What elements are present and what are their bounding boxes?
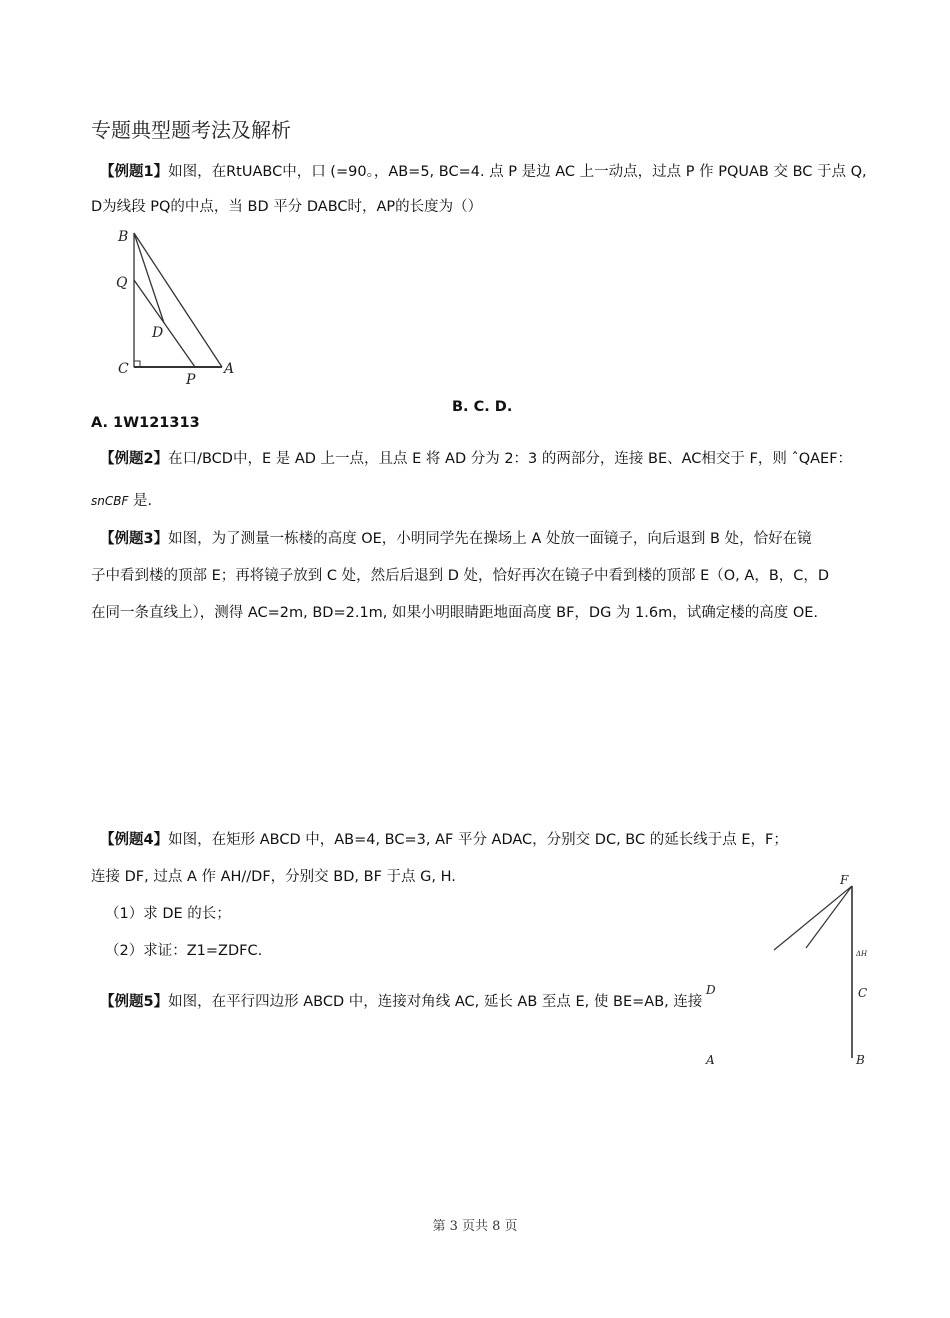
example-3-line-3: 在同一条直线上），测得 AC=2m, BD=2.1m, 如果小明眼睛距地面高度 BF，DG 为 1.6m，试确定楼的高度 OE. [91, 605, 819, 621]
page-footer: 第 3 页共 8 页 [432, 1219, 518, 1234]
label-d: D [706, 983, 716, 997]
example-2-text-2: 是. [132, 493, 153, 509]
label-a: A [706, 1053, 715, 1067]
segment-bd [134, 233, 164, 323]
label-p: P [186, 372, 196, 388]
example-4-label: 【例题4】 [100, 832, 169, 848]
example-1-options-bcd: B. C. D. [452, 399, 513, 415]
example-1-label: 【例题1】 [100, 164, 169, 180]
example-4-question-2: （2）求证：Z1=ZDFC. [105, 943, 263, 959]
page-title: 专题典型题考法及解析 [91, 118, 291, 142]
example-2-area-symbol: snCBF [91, 494, 129, 508]
example-5-line-1 [100, 992, 702, 1012]
label-d: D [152, 325, 164, 341]
example-4-text-1: 如图，在矩形 ABCD 中，AB=4, BC=3, AF 平分 ADAC，分别交 DC, BC 的延长线于点 E，F； [168, 832, 788, 848]
example-1-line-1 [100, 162, 867, 182]
label-c: C [118, 361, 129, 377]
example-1-line-2: D为线段 PQ的中点，当 BD 平分 DABC时，AP的长度为（） [91, 199, 483, 215]
label-a: A [224, 361, 235, 377]
example-3-line-1 [100, 529, 812, 549]
label-b: B [118, 229, 129, 245]
example-1-text-1: 如图，在RtUABC中，口 (=90。，AB=5, BC=4. 点 P 是边 AC 上一动点，过点 P 作 PQUAB 交 BC 于点 Q, [168, 164, 867, 180]
example-4-question-1: （1）求 DE 的长； [105, 906, 231, 922]
label-q: Q [116, 275, 128, 291]
example-5-text-1: 如图，在平行四边形 ABCD 中，连接对角线 AC, 延长 AB 至点 E, 使 BE=AB, 连接 [168, 994, 703, 1010]
label-f: F [840, 873, 849, 887]
example-3-line-2: 子中看到楼的顶部 E；再将镜子放到 C 处，然后后退到 D 处，恰好再次在镜子中看到楼的顶部 E（O, A，B，C，D [91, 568, 830, 584]
triangle-figure-1 [110, 225, 250, 390]
segment-ab [134, 233, 222, 367]
example-2-line-2 [91, 491, 152, 511]
label-h: ΔH [856, 950, 868, 958]
segment-f-left-2 [806, 886, 852, 948]
example-2-line-1 [100, 449, 852, 469]
example-3-label: 【例题3】 [100, 531, 169, 547]
example-4-line-1 [100, 830, 788, 850]
example-5-label: 【例题5】 [100, 994, 169, 1010]
example-3-text-1: 如图，为了测量一栋楼的高度 OE，小明同学先在操场上 A 处放一面镜子，向后退到 B 处，恰好在镜 [168, 531, 812, 547]
example-4-line-2: 连接 DF, 过点 A 作 AH//DF，分别交 BD, BF 于点 G, H. [91, 869, 456, 885]
example-2-text-1: 在口/BCD中，E 是 AD 上一点，且点 E 将 AD 分为 2：3 的两部分，连接 BE、AC相交于 F，则 ˆQAEF： [168, 451, 853, 467]
example-2-label: 【例题2】 [100, 451, 169, 467]
label-b: B [856, 1053, 865, 1067]
label-c: C [858, 986, 868, 1000]
example-1-options-a: A. 1W121313 [91, 415, 200, 431]
segment-f-left-1 [774, 886, 852, 950]
rectangle-figure-4 [700, 870, 880, 1075]
segment-qp [134, 280, 195, 367]
